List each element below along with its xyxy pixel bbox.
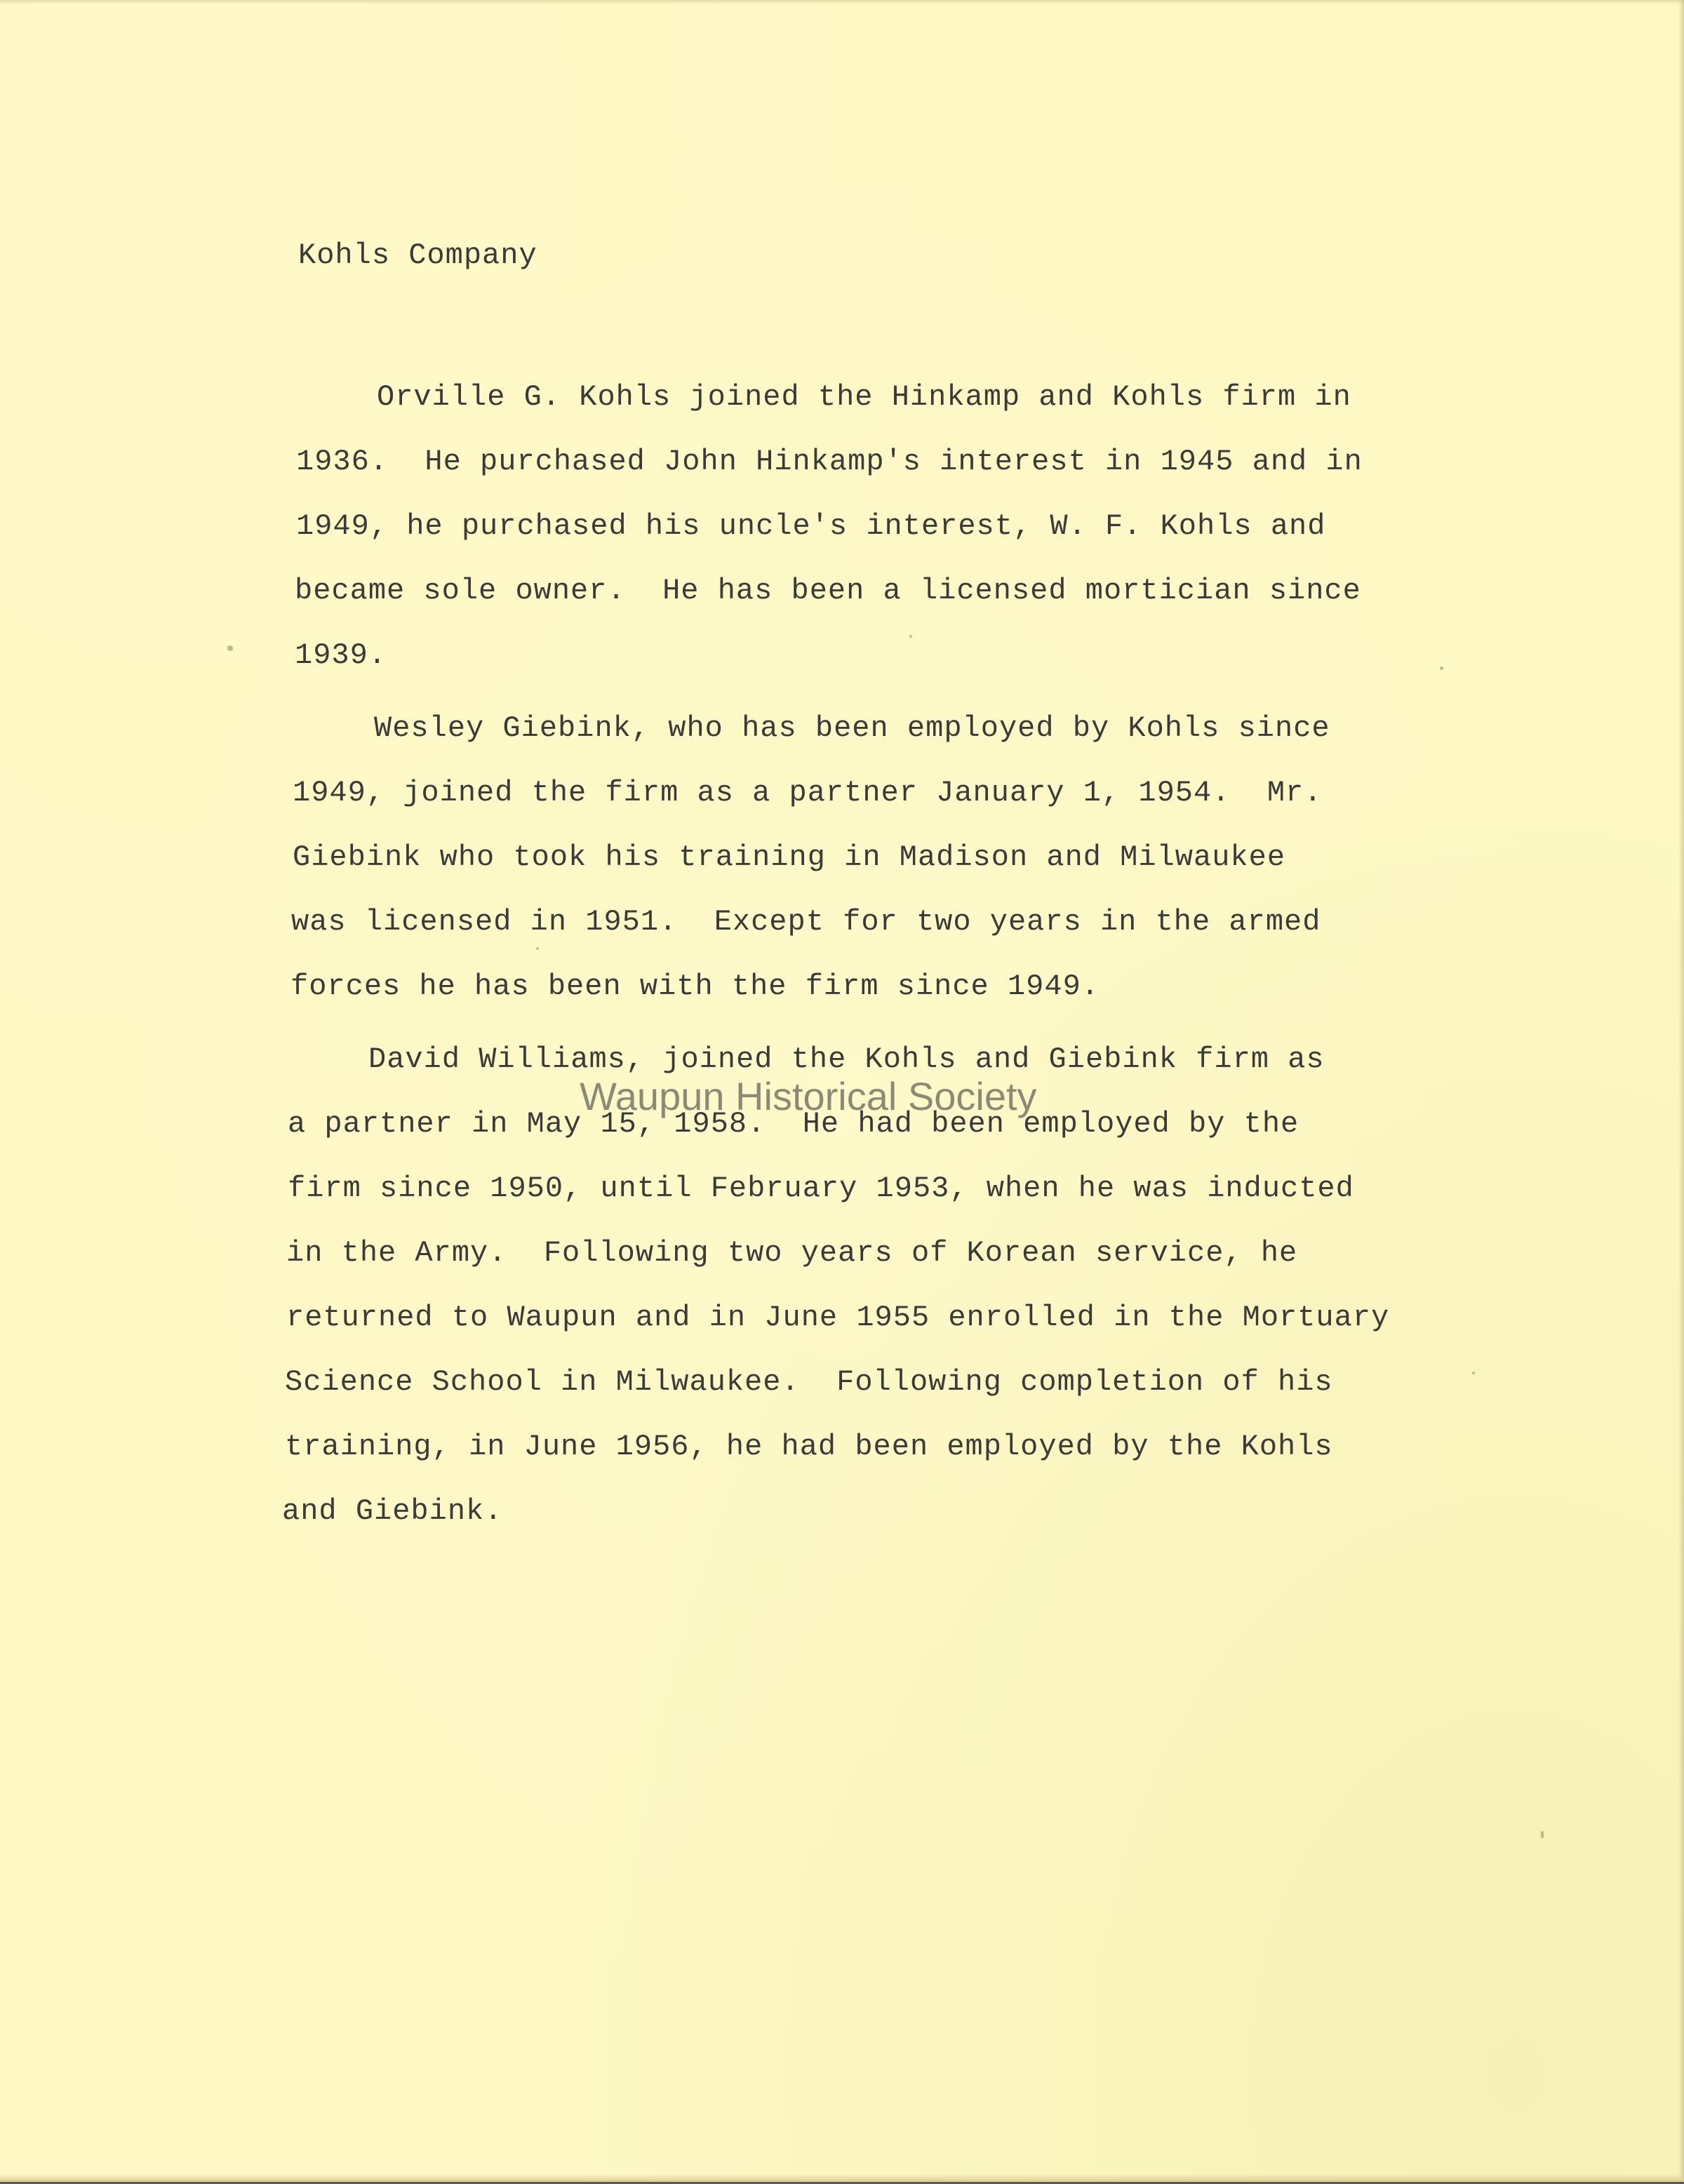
paragraph-2-line-2: 1949, joined the firm as a partner January 1, 1954. Mr. xyxy=(293,776,1323,810)
paragraph-2-line-3: Giebink who took his training in Madison and Milwaukee xyxy=(293,840,1286,874)
paragraph-1-line-3: 1949, he purchased his uncle's interest, W. F. Kohls and xyxy=(296,509,1326,543)
paper-speck xyxy=(227,645,233,651)
paragraph-3-line-2: a partner in May 15, 1958. He had been employed by the xyxy=(288,1107,1299,1141)
paper-speck xyxy=(1541,1831,1544,1838)
document-title: Kohls Company xyxy=(298,239,537,272)
paragraph-3-line-8: and Giebink. xyxy=(282,1494,503,1528)
page-top-edge xyxy=(0,0,1684,4)
page-bottom-edge xyxy=(0,2174,1684,2184)
paragraph-3-line-5: returned to Waupun and in June 1955 enrolled in the Mortuary xyxy=(286,1301,1390,1334)
paper-speck xyxy=(536,947,539,950)
paragraph-3-line-4: in the Army. Following two years of Korean service, he xyxy=(286,1236,1298,1270)
paragraph-1-line-4: became sole owner. He has been a licensed mortician since xyxy=(295,574,1361,608)
paragraph-3-line-1: David Williams, joined the Kohls and Giebink firm as xyxy=(368,1043,1325,1076)
paragraph-1-line-5: 1939. xyxy=(295,638,387,672)
paragraph-1-line-2: 1936. He purchased John Hinkamp's interest in 1945 and in xyxy=(296,445,1363,478)
paper-speck xyxy=(909,635,912,638)
paragraph-2-line-4: was licensed in 1951. Except for two years in the armed xyxy=(291,905,1321,939)
paragraph-1-line-1: Orville G. Kohls joined the Hinkamp and Kohls firm in xyxy=(377,380,1351,414)
paper-speck xyxy=(1440,666,1443,670)
paper-speck xyxy=(1472,1372,1475,1374)
paragraph-3-line-3: firm since 1950, until February 1953, when he was inducted xyxy=(288,1172,1354,1205)
paragraph-3-line-6: Science School in Milwaukee. Following completion of his xyxy=(285,1365,1333,1399)
paragraph-3-line-7: training, in June 1956, he had been employed by the Kohls xyxy=(285,1430,1333,1463)
paragraph-2-line-1: Wesley Giebink, who has been employed by Kohls since xyxy=(374,711,1330,745)
page-right-edge xyxy=(1678,0,1684,2184)
watermark-text: Waupun Historical Society xyxy=(580,1074,1037,1118)
paragraph-2-line-5: forces he has been with the firm since 1949. xyxy=(290,970,1100,1003)
